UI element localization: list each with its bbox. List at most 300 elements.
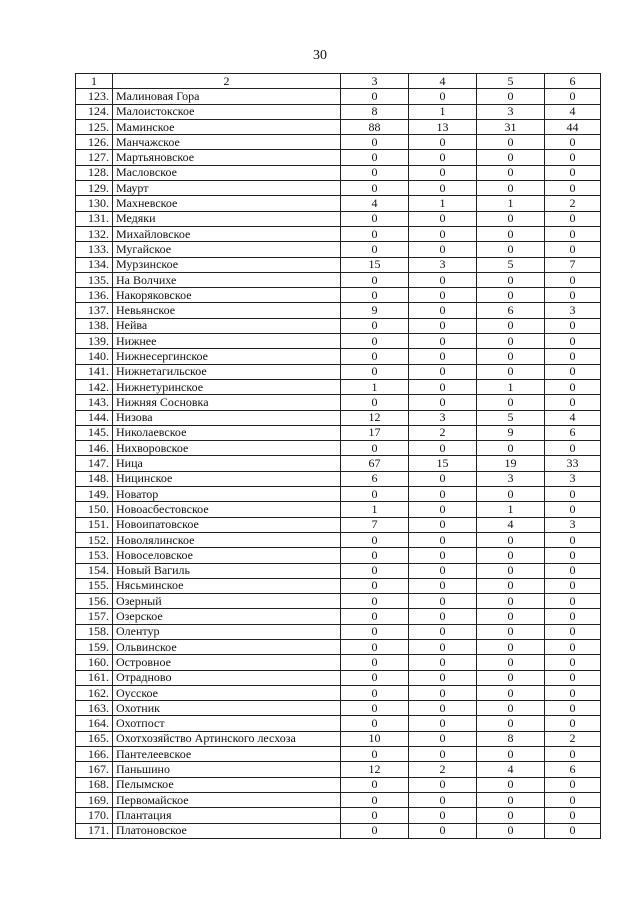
table-row — [76, 701, 601, 716]
value-cell-3: 0 — [341, 242, 409, 257]
value-cell-4: 0 — [409, 349, 477, 364]
value-cell-3: 0 — [341, 441, 409, 456]
table-row — [76, 272, 601, 287]
row-number-cell: 146. — [76, 441, 113, 456]
row-number-cell: 134. — [76, 257, 113, 272]
value-cell-5: 0 — [477, 441, 545, 456]
row-number-cell: 132. — [76, 226, 113, 241]
value-cell-4: 0 — [409, 808, 477, 823]
place-name-cell: Новатор — [113, 487, 341, 502]
row-number-cell: 140. — [76, 349, 113, 364]
place-name-cell: Охотхозяйство Артинского лесхоза — [113, 731, 341, 746]
place-name-cell: Маурт — [113, 181, 341, 196]
row-number-cell: 133. — [76, 242, 113, 257]
table-row — [76, 303, 601, 318]
place-name-cell: Островное — [113, 655, 341, 670]
value-cell-6: 0 — [545, 639, 601, 654]
value-cell-5: 0 — [477, 272, 545, 287]
table-row — [76, 639, 601, 654]
value-cell-3: 0 — [341, 639, 409, 654]
value-cell-4: 0 — [409, 777, 477, 792]
value-cell-4: 0 — [409, 334, 477, 349]
value-cell-5: 0 — [477, 318, 545, 333]
value-cell-6: 0 — [545, 349, 601, 364]
header-cell-4: 4 — [409, 74, 477, 89]
value-cell-5: 0 — [477, 135, 545, 150]
row-number-cell: 155. — [76, 578, 113, 593]
value-cell-4: 0 — [409, 578, 477, 593]
value-cell-5: 31 — [477, 119, 545, 134]
value-cell-3: 67 — [341, 456, 409, 471]
value-cell-6: 0 — [545, 318, 601, 333]
value-cell-5: 0 — [477, 792, 545, 807]
value-cell-3: 0 — [341, 89, 409, 104]
value-cell-6: 2 — [545, 196, 601, 211]
value-cell-6: 0 — [545, 89, 601, 104]
value-cell-5: 19 — [477, 456, 545, 471]
value-cell-4: 0 — [409, 150, 477, 165]
row-number-cell: 169. — [76, 792, 113, 807]
value-cell-3: 88 — [341, 119, 409, 134]
row-number-cell: 162. — [76, 685, 113, 700]
value-cell-5: 0 — [477, 670, 545, 685]
table-row — [76, 196, 601, 211]
value-cell-3: 8 — [341, 104, 409, 119]
value-cell-4: 2 — [409, 425, 477, 440]
value-cell-4: 3 — [409, 410, 477, 425]
value-cell-5: 0 — [477, 89, 545, 104]
value-cell-5: 0 — [477, 242, 545, 257]
value-cell-4: 0 — [409, 471, 477, 486]
row-number-cell: 165. — [76, 731, 113, 746]
value-cell-5: 0 — [477, 395, 545, 410]
row-number-cell: 159. — [76, 639, 113, 654]
value-cell-5: 0 — [477, 532, 545, 547]
value-cell-4: 15 — [409, 456, 477, 471]
data-table — [75, 73, 601, 839]
value-cell-5: 0 — [477, 211, 545, 226]
value-cell-6: 0 — [545, 334, 601, 349]
value-cell-4: 0 — [409, 165, 477, 180]
table-row — [76, 532, 601, 547]
value-cell-5: 0 — [477, 701, 545, 716]
place-name-cell: Олентур — [113, 624, 341, 639]
value-cell-6: 0 — [545, 609, 601, 624]
place-name-cell: Нижнесергинское — [113, 349, 341, 364]
value-cell-3: 0 — [341, 318, 409, 333]
value-cell-6: 0 — [545, 792, 601, 807]
place-name-cell: Новоасбестовское — [113, 502, 341, 517]
value-cell-5: 0 — [477, 181, 545, 196]
table-row — [76, 104, 601, 119]
row-number-cell: 127. — [76, 150, 113, 165]
table-header-row — [76, 74, 601, 89]
row-number-cell: 154. — [76, 563, 113, 578]
table-row — [76, 135, 601, 150]
place-name-cell: Накоряковское — [113, 288, 341, 303]
value-cell-4: 2 — [409, 762, 477, 777]
table-row — [76, 578, 601, 593]
place-name-cell: Новоипатовское — [113, 517, 341, 532]
value-cell-4: 0 — [409, 89, 477, 104]
value-cell-6: 0 — [545, 655, 601, 670]
value-cell-6: 0 — [545, 808, 601, 823]
place-name-cell: Платоновское — [113, 823, 341, 838]
value-cell-5: 0 — [477, 548, 545, 563]
value-cell-4: 0 — [409, 395, 477, 410]
row-number-cell: 139. — [76, 334, 113, 349]
value-cell-3: 0 — [341, 395, 409, 410]
value-cell-3: 0 — [341, 701, 409, 716]
value-cell-5: 0 — [477, 624, 545, 639]
table-row — [76, 563, 601, 578]
value-cell-3: 6 — [341, 471, 409, 486]
table-row — [76, 211, 601, 226]
table-row — [76, 670, 601, 685]
place-name-cell: Первомайское — [113, 792, 341, 807]
place-name-cell: Охотник — [113, 701, 341, 716]
value-cell-4: 0 — [409, 303, 477, 318]
value-cell-6: 0 — [545, 226, 601, 241]
table-row — [76, 395, 601, 410]
value-cell-5: 0 — [477, 777, 545, 792]
value-cell-5: 0 — [477, 288, 545, 303]
table-row — [76, 731, 601, 746]
value-cell-4: 0 — [409, 135, 477, 150]
table-row — [76, 89, 601, 104]
place-name-cell: Ница — [113, 456, 341, 471]
value-cell-3: 0 — [341, 334, 409, 349]
row-number-cell: 148. — [76, 471, 113, 486]
header-cell-2: 2 — [113, 74, 341, 89]
value-cell-5: 0 — [477, 639, 545, 654]
value-cell-4: 1 — [409, 196, 477, 211]
header-cell-1: 1 — [76, 74, 113, 89]
row-number-cell: 138. — [76, 318, 113, 333]
table-row — [76, 823, 601, 838]
value-cell-3: 9 — [341, 303, 409, 318]
value-cell-5: 0 — [477, 487, 545, 502]
value-cell-4: 0 — [409, 226, 477, 241]
table-row — [76, 716, 601, 731]
value-cell-4: 0 — [409, 487, 477, 502]
value-cell-4: 0 — [409, 747, 477, 762]
value-cell-5: 0 — [477, 685, 545, 700]
value-cell-4: 0 — [409, 701, 477, 716]
value-cell-4: 0 — [409, 181, 477, 196]
row-number-cell: 128. — [76, 165, 113, 180]
place-name-cell: Мугайское — [113, 242, 341, 257]
row-number-cell: 171. — [76, 823, 113, 838]
value-cell-6: 0 — [545, 165, 601, 180]
value-cell-6: 0 — [545, 502, 601, 517]
value-cell-5: 6 — [477, 303, 545, 318]
row-number-cell: 137. — [76, 303, 113, 318]
value-cell-4: 0 — [409, 594, 477, 609]
row-number-cell: 152. — [76, 532, 113, 547]
value-cell-3: 0 — [341, 823, 409, 838]
table-row — [76, 410, 601, 425]
place-name-cell: Паньшино — [113, 762, 341, 777]
row-number-cell: 158. — [76, 624, 113, 639]
table-row — [76, 334, 601, 349]
value-cell-3: 0 — [341, 670, 409, 685]
value-cell-5: 4 — [477, 517, 545, 532]
header-cell-6: 6 — [545, 74, 601, 89]
value-cell-3: 0 — [341, 609, 409, 624]
value-cell-4: 0 — [409, 364, 477, 379]
value-cell-5: 0 — [477, 747, 545, 762]
place-name-cell: Низова — [113, 410, 341, 425]
place-name-cell: На Волчихе — [113, 272, 341, 287]
table-row — [76, 471, 601, 486]
value-cell-5: 0 — [477, 364, 545, 379]
value-cell-4: 0 — [409, 318, 477, 333]
row-number-cell: 130. — [76, 196, 113, 211]
row-number-cell: 124. — [76, 104, 113, 119]
value-cell-4: 0 — [409, 639, 477, 654]
place-name-cell: Мартьяновское — [113, 150, 341, 165]
value-cell-6: 3 — [545, 471, 601, 486]
value-cell-6: 4 — [545, 104, 601, 119]
value-cell-5: 5 — [477, 410, 545, 425]
value-cell-3: 4 — [341, 196, 409, 211]
place-name-cell: Плантация — [113, 808, 341, 823]
value-cell-6: 33 — [545, 456, 601, 471]
value-cell-6: 6 — [545, 425, 601, 440]
value-cell-4: 0 — [409, 563, 477, 578]
value-cell-5: 1 — [477, 502, 545, 517]
row-number-cell: 163. — [76, 701, 113, 716]
table-row — [76, 425, 601, 440]
value-cell-6: 4 — [545, 410, 601, 425]
value-cell-3: 10 — [341, 731, 409, 746]
value-cell-5: 3 — [477, 471, 545, 486]
table-row — [76, 685, 601, 700]
row-number-cell: 131. — [76, 211, 113, 226]
row-number-cell: 136. — [76, 288, 113, 303]
table-row — [76, 181, 601, 196]
value-cell-3: 0 — [341, 655, 409, 670]
place-name-cell: Манчажское — [113, 135, 341, 150]
value-cell-6: 6 — [545, 762, 601, 777]
value-cell-5: 0 — [477, 563, 545, 578]
value-cell-6: 2 — [545, 731, 601, 746]
value-cell-6: 7 — [545, 257, 601, 272]
value-cell-6: 3 — [545, 303, 601, 318]
value-cell-6: 0 — [545, 135, 601, 150]
table-row — [76, 747, 601, 762]
value-cell-3: 15 — [341, 257, 409, 272]
value-cell-5: 0 — [477, 578, 545, 593]
header-cell-5: 5 — [477, 74, 545, 89]
row-number-cell: 149. — [76, 487, 113, 502]
value-cell-3: 0 — [341, 181, 409, 196]
place-name-cell: Нижнетагильское — [113, 364, 341, 379]
value-cell-6: 0 — [545, 716, 601, 731]
value-cell-5: 9 — [477, 425, 545, 440]
value-cell-6: 3 — [545, 517, 601, 532]
place-name-cell: Николаевское — [113, 425, 341, 440]
value-cell-6: 0 — [545, 288, 601, 303]
table-row — [76, 609, 601, 624]
table-row — [76, 502, 601, 517]
value-cell-4: 0 — [409, 731, 477, 746]
place-name-cell: Отрадново — [113, 670, 341, 685]
table-row — [76, 594, 601, 609]
table-row — [76, 257, 601, 272]
place-name-cell: Нейва — [113, 318, 341, 333]
value-cell-3: 12 — [341, 762, 409, 777]
place-name-cell: Малоистокское — [113, 104, 341, 119]
row-number-cell: 170. — [76, 808, 113, 823]
value-cell-5: 0 — [477, 150, 545, 165]
value-cell-4: 0 — [409, 624, 477, 639]
value-cell-6: 0 — [545, 181, 601, 196]
place-name-cell: Маминское — [113, 119, 341, 134]
row-number-cell: 153. — [76, 548, 113, 563]
value-cell-4: 0 — [409, 211, 477, 226]
value-cell-6: 0 — [545, 624, 601, 639]
value-cell-3: 0 — [341, 747, 409, 762]
value-cell-6: 0 — [545, 441, 601, 456]
value-cell-3: 7 — [341, 517, 409, 532]
value-cell-3: 0 — [341, 716, 409, 731]
value-cell-4: 13 — [409, 119, 477, 134]
place-name-cell: Масловское — [113, 165, 341, 180]
row-number-cell: 157. — [76, 609, 113, 624]
value-cell-3: 0 — [341, 487, 409, 502]
value-cell-5: 8 — [477, 731, 545, 746]
value-cell-3: 0 — [341, 624, 409, 639]
value-cell-5: 0 — [477, 594, 545, 609]
value-cell-5: 0 — [477, 349, 545, 364]
table-row — [76, 165, 601, 180]
header-cell-3: 3 — [341, 74, 409, 89]
value-cell-3: 0 — [341, 288, 409, 303]
value-cell-3: 0 — [341, 777, 409, 792]
value-cell-3: 17 — [341, 425, 409, 440]
page-number: 30 — [313, 48, 327, 63]
table-row — [76, 517, 601, 532]
place-name-cell: Нясьминское — [113, 578, 341, 593]
value-cell-3: 0 — [341, 578, 409, 593]
value-cell-4: 0 — [409, 379, 477, 394]
row-number-cell: 160. — [76, 655, 113, 670]
place-name-cell: Мурзинское — [113, 257, 341, 272]
row-number-cell: 126. — [76, 135, 113, 150]
place-name-cell: Охотпост — [113, 716, 341, 731]
row-number-cell: 135. — [76, 272, 113, 287]
row-number-cell: 151. — [76, 517, 113, 532]
place-name-cell: Новоселовское — [113, 548, 341, 563]
value-cell-6: 0 — [545, 150, 601, 165]
value-cell-6: 0 — [545, 701, 601, 716]
table-row — [76, 226, 601, 241]
row-number-cell: 125. — [76, 119, 113, 134]
value-cell-3: 0 — [341, 150, 409, 165]
value-cell-4: 0 — [409, 609, 477, 624]
table-row — [76, 777, 601, 792]
row-number-cell: 143. — [76, 395, 113, 410]
table-row — [76, 318, 601, 333]
value-cell-3: 1 — [341, 502, 409, 517]
value-cell-3: 0 — [341, 548, 409, 563]
table-row — [76, 792, 601, 807]
value-cell-5: 5 — [477, 257, 545, 272]
row-number-cell: 123. — [76, 89, 113, 104]
row-number-cell: 145. — [76, 425, 113, 440]
value-cell-6: 0 — [545, 823, 601, 838]
value-cell-6: 0 — [545, 211, 601, 226]
table-row — [76, 242, 601, 257]
place-name-cell: Малиновая Гора — [113, 89, 341, 104]
row-number-cell: 167. — [76, 762, 113, 777]
place-name-cell: Нихворовское — [113, 441, 341, 456]
value-cell-6: 0 — [545, 272, 601, 287]
table-row — [76, 150, 601, 165]
value-cell-6: 0 — [545, 242, 601, 257]
value-cell-3: 0 — [341, 532, 409, 547]
place-name-cell: Озерское — [113, 609, 341, 624]
place-name-cell: Нижняя Сосновка — [113, 395, 341, 410]
place-name-cell: Медяки — [113, 211, 341, 226]
place-name-cell: Нижнетуринское — [113, 379, 341, 394]
place-name-cell: Махневское — [113, 196, 341, 211]
table-row — [76, 364, 601, 379]
value-cell-6: 0 — [545, 594, 601, 609]
value-cell-3: 1 — [341, 379, 409, 394]
value-cell-5: 0 — [477, 226, 545, 241]
value-cell-3: 0 — [341, 792, 409, 807]
value-cell-3: 0 — [341, 594, 409, 609]
row-number-cell: 129. — [76, 181, 113, 196]
value-cell-3: 0 — [341, 685, 409, 700]
value-cell-5: 0 — [477, 716, 545, 731]
value-cell-6: 0 — [545, 777, 601, 792]
place-name-cell: Новый Вагиль — [113, 563, 341, 578]
value-cell-4: 0 — [409, 670, 477, 685]
value-cell-6: 0 — [545, 670, 601, 685]
row-number-cell: 150. — [76, 502, 113, 517]
table-row — [76, 487, 601, 502]
row-number-cell: 147. — [76, 456, 113, 471]
value-cell-6: 0 — [545, 747, 601, 762]
value-cell-6: 0 — [545, 685, 601, 700]
value-cell-6: 0 — [545, 379, 601, 394]
value-cell-4: 0 — [409, 685, 477, 700]
place-name-cell: Ольвинское — [113, 639, 341, 654]
value-cell-5: 0 — [477, 823, 545, 838]
value-cell-4: 0 — [409, 502, 477, 517]
value-cell-6: 0 — [545, 395, 601, 410]
value-cell-4: 0 — [409, 716, 477, 731]
value-cell-3: 0 — [341, 165, 409, 180]
table-row — [76, 808, 601, 823]
value-cell-4: 0 — [409, 823, 477, 838]
value-cell-3: 0 — [341, 364, 409, 379]
value-cell-4: 0 — [409, 441, 477, 456]
value-cell-5: 1 — [477, 196, 545, 211]
value-cell-4: 0 — [409, 288, 477, 303]
row-number-cell: 144. — [76, 410, 113, 425]
row-number-cell: 168. — [76, 777, 113, 792]
row-number-cell: 161. — [76, 670, 113, 685]
value-cell-3: 0 — [341, 808, 409, 823]
place-name-cell: Михайловское — [113, 226, 341, 241]
table-row — [76, 349, 601, 364]
table-row — [76, 624, 601, 639]
